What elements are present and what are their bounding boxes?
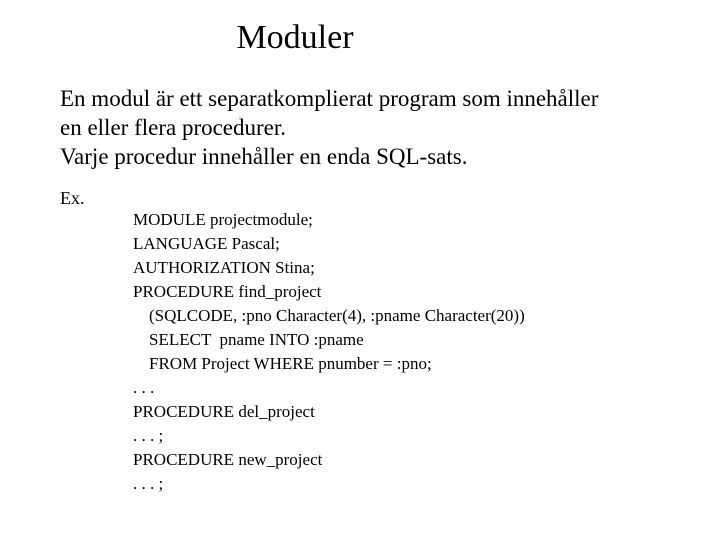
code-example bbox=[133, 208, 693, 496]
intro-line: En modul är ett separatkomplierat program som innehåller bbox=[60, 86, 599, 111]
example-label: Ex. bbox=[60, 188, 85, 208]
intro-text bbox=[60, 84, 700, 171]
code-line: . . . ; bbox=[133, 474, 164, 493]
code-line: . . . bbox=[133, 378, 155, 397]
code-line: SELECT pname INTO :pname bbox=[149, 330, 364, 349]
code-line: AUTHORIZATION Stina; bbox=[133, 258, 315, 277]
slide-title: Moduler bbox=[236, 19, 354, 56]
code-line: (SQLCODE, :pno Character(4), :pname Character(20)) bbox=[149, 306, 525, 325]
code-line: PROCEDURE new_project bbox=[133, 450, 323, 469]
intro-line: en eller flera procedurer. bbox=[60, 115, 287, 140]
code-line: PROCEDURE find_project bbox=[133, 282, 322, 301]
code-line: FROM Project WHERE pnumber = :pno; bbox=[149, 354, 432, 373]
code-line: LANGUAGE Pascal; bbox=[133, 234, 280, 253]
code-line: MODULE projectmodule; bbox=[133, 210, 313, 229]
code-line: PROCEDURE del_project bbox=[133, 402, 315, 421]
intro-line: Varje procedur innehåller en enda SQL-sats. bbox=[60, 144, 468, 169]
code-line: . . . ; bbox=[133, 426, 164, 445]
